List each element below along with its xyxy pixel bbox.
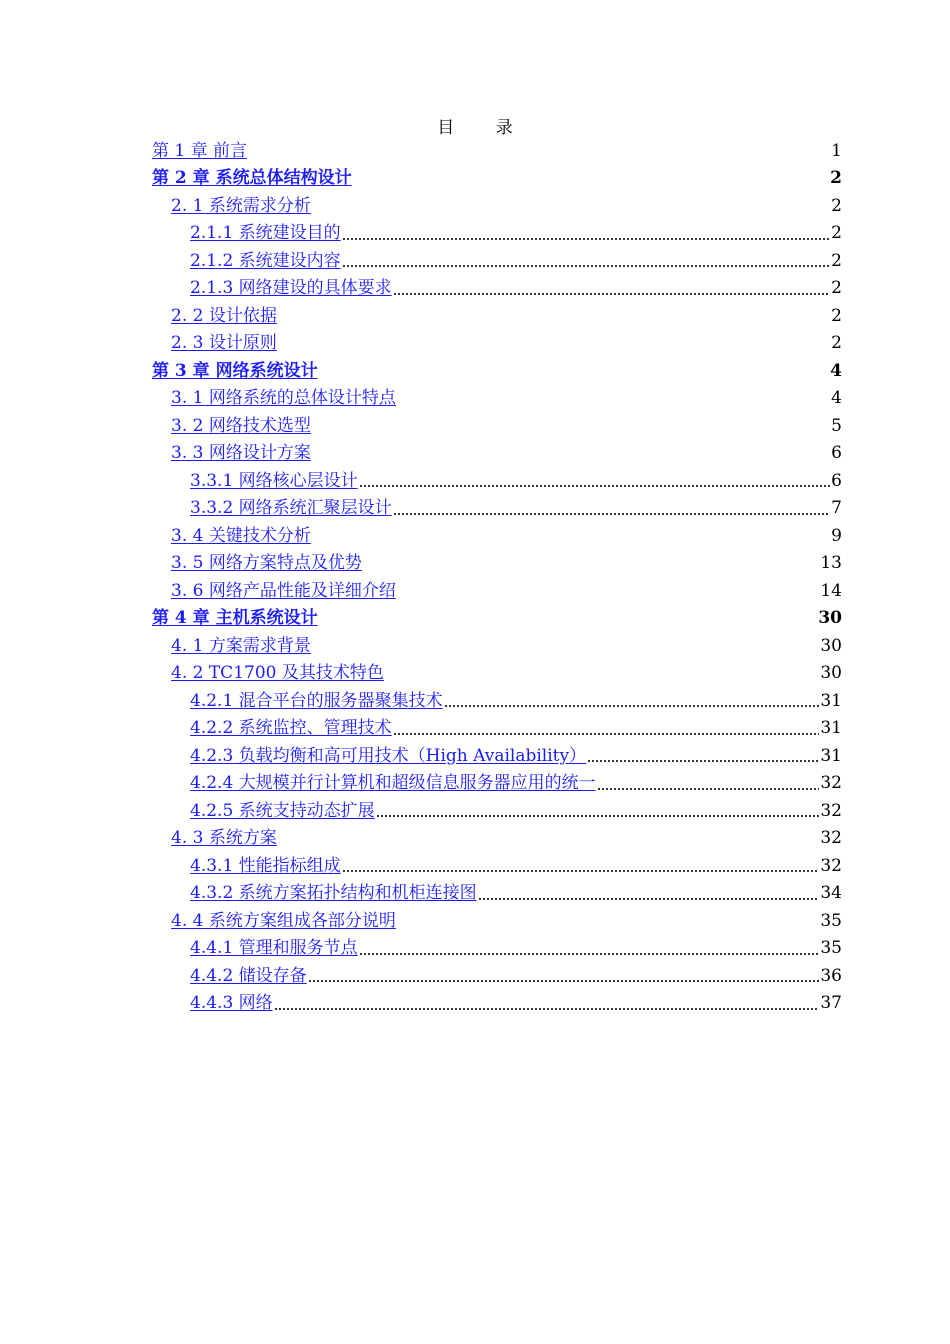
dot-leader [359, 935, 820, 963]
toc-entry-link[interactable]: 4. 2 TC1700 及其技术特色 [171, 663, 384, 684]
toc-entry-link[interactable]: 4.2.5 系统支持动态扩展 [190, 800, 375, 821]
toc-spacer [247, 137, 831, 165]
toc-entry[interactable] [152, 467, 842, 495]
toc-page-number: 14 [820, 580, 842, 601]
toc-spacer [277, 825, 821, 853]
toc-page-number: 30 [820, 635, 842, 656]
toc-entry-link[interactable]: 4.2.3 负载均衡和高可用技术（High Availability） [190, 745, 587, 766]
dot-leader [478, 880, 820, 908]
toc-entry[interactable] [152, 577, 842, 605]
dot-leader [342, 852, 820, 880]
toc-entry-link[interactable]: 2. 2 设计依据 [171, 305, 277, 326]
toc-page-number: 13 [820, 553, 842, 574]
toc-page-number: 32 [820, 773, 842, 794]
toc-spacer [277, 302, 831, 330]
toc-entry[interactable] [152, 522, 842, 550]
toc-page-number: 2 [830, 168, 842, 189]
toc-entry[interactable] [152, 907, 842, 935]
toc-entry[interactable] [152, 302, 842, 330]
dot-leader [393, 275, 831, 303]
dot-leader [587, 742, 819, 770]
toc-page-number: 5 [831, 415, 842, 436]
toc-entry[interactable] [152, 247, 842, 275]
toc-page-number: 31 [820, 718, 842, 739]
toc-title: 目 录 [437, 118, 531, 138]
dot-leader [393, 495, 831, 523]
toc-entry[interactable] [152, 990, 842, 1018]
toc-entry-link[interactable]: 3. 3 网络设计方案 [171, 443, 311, 464]
toc-spacer [311, 440, 831, 468]
dot-leader [393, 715, 820, 743]
toc-page-number: 35 [820, 938, 842, 959]
table-of-contents [152, 137, 842, 1017]
toc-entry-link[interactable]: 第 3 章 网络系统设计 [152, 360, 318, 381]
toc-entry[interactable] [152, 852, 842, 880]
toc-page-number: 2 [831, 250, 842, 271]
toc-entry[interactable] [152, 605, 842, 633]
toc-entry[interactable] [152, 715, 842, 743]
toc-entry[interactable] [152, 550, 842, 578]
toc-page-number: 32 [820, 828, 842, 849]
toc-page-number: 2 [831, 195, 842, 216]
toc-entry-link[interactable]: 3. 6 网络产品性能及详细介绍 [171, 580, 396, 601]
dot-leader [359, 467, 831, 495]
toc-page-number: 9 [831, 525, 842, 546]
toc-entry-link[interactable]: 4.3.1 性能指标组成 [190, 855, 341, 876]
toc-spacer [311, 522, 831, 550]
toc-entry-link[interactable]: 2. 1 系统需求分析 [171, 195, 311, 216]
toc-entry-link[interactable]: 第 1 章 前言 [152, 140, 248, 161]
toc-spacer [311, 632, 821, 660]
dot-leader [308, 962, 820, 990]
toc-entry[interactable] [152, 962, 842, 990]
toc-spacer [396, 385, 831, 413]
toc-entry[interactable] [152, 797, 842, 825]
toc-entry[interactable] [152, 275, 842, 303]
toc-spacer [277, 330, 831, 358]
toc-entry-link[interactable]: 2. 3 设计原则 [171, 333, 277, 354]
toc-spacer [396, 907, 821, 935]
toc-entry-link[interactable]: 3. 5 网络方案特点及优势 [171, 553, 362, 574]
toc-entry[interactable] [152, 412, 842, 440]
dot-leader [376, 797, 820, 825]
toc-entry[interactable] [152, 687, 842, 715]
toc-page-number: 4 [831, 388, 842, 409]
toc-page-number: 2 [831, 223, 842, 244]
toc-page-number: 31 [820, 690, 842, 711]
dot-leader [444, 687, 820, 715]
toc-page-number: 30 [820, 663, 842, 684]
toc-entry[interactable] [152, 385, 842, 413]
toc-page-number: 7 [831, 498, 842, 519]
toc-page-number: 37 [820, 993, 842, 1014]
toc-page-number: 36 [820, 965, 842, 986]
toc-entry-link[interactable]: 3.3.1 网络核心层设计 [190, 470, 358, 491]
toc-entry[interactable] [152, 330, 842, 358]
toc-spacer [352, 165, 831, 193]
toc-entry[interactable] [152, 825, 842, 853]
toc-spacer [311, 192, 831, 220]
toc-entry[interactable] [152, 165, 842, 193]
toc-entry-link[interactable]: 4.4.2 储设存备 [190, 965, 307, 986]
toc-entry-link[interactable]: 4. 3 系统方案 [171, 828, 277, 849]
toc-page-number: 6 [831, 443, 842, 464]
toc-entry-link[interactable]: 3. 1 网络系统的总体设计特点 [171, 388, 396, 409]
toc-page-number: 30 [818, 608, 842, 629]
toc-entry[interactable] [152, 632, 842, 660]
toc-entry[interactable] [152, 440, 842, 468]
toc-spacer [396, 577, 821, 605]
toc-entry-link[interactable]: 4.2.4 大规模并行计算机和超级信息服务器应用的统一 [190, 773, 596, 794]
toc-entry-link[interactable]: 2.1.3 网络建设的具体要求 [190, 278, 392, 299]
toc-entry-link[interactable]: 2.1.2 系统建设内容 [190, 250, 341, 271]
dot-leader [274, 990, 820, 1018]
dot-leader [597, 770, 820, 798]
toc-entry-link[interactable]: 4.3.2 系统方案拓扑结构和机柜连接图 [190, 883, 477, 904]
toc-page-number: 34 [820, 883, 842, 904]
toc-page-number: 1 [831, 140, 842, 161]
toc-entry-link[interactable]: 4.2.1 混合平台的服务器聚集技术 [190, 690, 443, 711]
toc-spacer [318, 605, 819, 633]
toc-entry-link[interactable]: 第 4 章 主机系统设计 [152, 608, 318, 629]
toc-spacer [318, 357, 831, 385]
toc-page-number: 4 [830, 360, 842, 381]
toc-entry[interactable] [152, 660, 842, 688]
toc-entry[interactable] [152, 192, 842, 220]
toc-entry[interactable] [152, 742, 842, 770]
toc-entry-link[interactable]: 4. 1 方案需求背景 [171, 635, 311, 656]
toc-page-number: 35 [820, 910, 842, 931]
toc-spacer [311, 412, 831, 440]
toc-page-number: 2 [831, 333, 842, 354]
toc-entry[interactable] [152, 220, 842, 248]
dot-leader [342, 220, 831, 248]
dot-leader [342, 247, 831, 275]
toc-entry-link[interactable]: 4.4.1 管理和服务节点 [190, 938, 358, 959]
toc-entry-link[interactable]: 第 2 章 系统总体结构设计 [152, 168, 352, 189]
toc-page-number: 32 [820, 800, 842, 821]
toc-entry[interactable] [152, 935, 842, 963]
toc-entry-link[interactable]: 4.2.2 系统监控、管理技术 [190, 718, 392, 739]
toc-entry-link[interactable]: 4. 4 系统方案组成各部分说明 [171, 910, 396, 931]
toc-entry[interactable] [152, 357, 842, 385]
toc-entry-link[interactable]: 3.3.2 网络系统汇聚层设计 [190, 498, 392, 519]
toc-entry-link[interactable]: 3. 4 关键技术分析 [171, 525, 311, 546]
toc-page-number: 2 [831, 305, 842, 326]
toc-page-number: 6 [831, 470, 842, 491]
toc-page-number: 2 [831, 278, 842, 299]
toc-entry[interactable] [152, 495, 842, 523]
toc-entry[interactable] [152, 770, 842, 798]
toc-entry[interactable] [152, 137, 842, 165]
toc-entry-link[interactable]: 4.4.3 网络 [190, 993, 273, 1014]
toc-page-number: 32 [820, 855, 842, 876]
toc-entry[interactable] [152, 880, 842, 908]
toc-page-number: 31 [820, 745, 842, 766]
toc-spacer [362, 550, 821, 578]
toc-spacer [384, 660, 821, 688]
toc-entry-link[interactable]: 3. 2 网络技术选型 [171, 415, 311, 436]
toc-entry-link[interactable]: 2.1.1 系统建设目的 [190, 223, 341, 244]
